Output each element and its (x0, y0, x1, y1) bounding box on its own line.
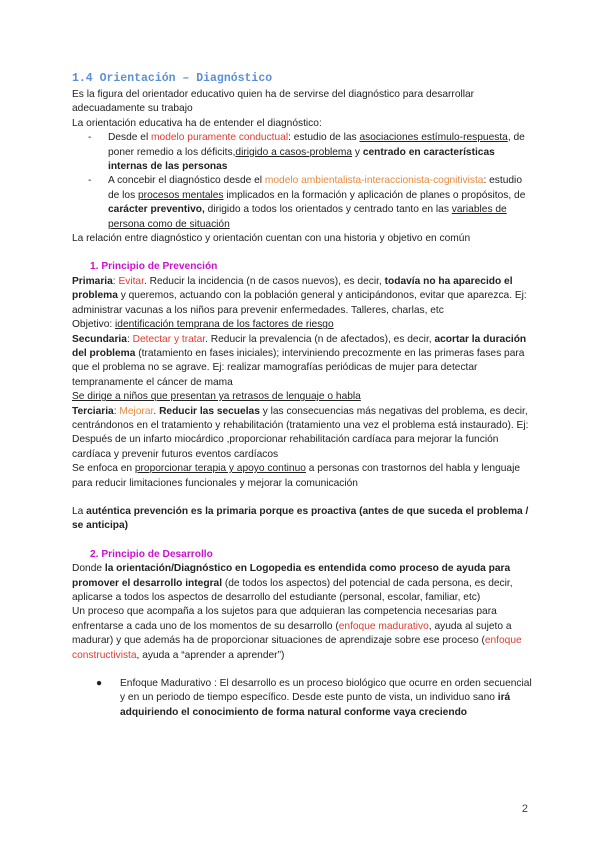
relation-paragraph: La relación entre diagnóstico y orientación cuentan con una historia y objetivo en común (72, 233, 471, 245)
intro-paragraph: Es la figura del orientador educativo quien ha de servirse del diagnóstico para desarrollar adecuadamente su trabajo (72, 89, 475, 115)
paragraph-conclusion (72, 505, 534, 534)
text: . (153, 405, 160, 417)
paragraph-desarrollo-1 (72, 562, 534, 605)
level-verb: Mejorar (119, 405, 154, 417)
text: Desde el (108, 132, 152, 144)
level-verb: Detectar y tratar (132, 333, 206, 345)
level-label: Terciaria (72, 405, 114, 417)
text: Donde (72, 563, 105, 575)
underlined-text: dirigido a casos-problema (235, 146, 353, 158)
text: , ayuda a “aprender a aprender”) (136, 649, 285, 661)
bold-text: auténtica prevención es la primaria porque es proactiva (antes de que suceda el problema / se anticipa) (72, 505, 529, 532)
text: : estudio de los (108, 175, 522, 201)
document-page (72, 72, 534, 720)
paragraph-terciaria (72, 405, 534, 463)
bold-text: centrado en características internas de las personas (108, 146, 495, 173)
intro-lead: La orientación educativa ha de entender el diagnóstico: (72, 117, 322, 129)
underlined-text: variables de persona como de situación (108, 204, 507, 230)
bold-text: irá adquiriendo el conocimiento de forma natural conforme vaya creciendo (120, 692, 511, 718)
approach-name: enfoque madurativo (338, 620, 429, 632)
bold-text: la orientación/Diagnóstico en Logopedia es entendida como proceso de ayuda para promover el desarrollo integral (72, 563, 511, 589)
text: . Reducir la incidencia (n de casos nuevos), es decir, (143, 275, 385, 287)
text: , ayuda al sujeto a madurar) y que además ha de proporcionar situaciones de aprendizaje sobre ese proceso ( (72, 620, 512, 647)
text: : (112, 275, 119, 287)
section-heading: 1.4 Orientación – Diagnóstico (72, 72, 273, 85)
bold-text: Reducir las secuelas (159, 405, 260, 417)
text: y las consecuencias más negativas del problema, es decir, centrándonos en el tratamiento y rehabilitación (tratamiento una vez el problema está instaurado). Ej: Después de un infarto miocárdico ,proporcionar rehabilitación cardíaca para mejorar la función cardíaca y prevenir futuros eventos cardíacos (72, 405, 529, 460)
text: : (113, 405, 120, 417)
page-number: 2 (521, 803, 528, 815)
level-label: Secundaria (72, 333, 127, 345)
underlined-text: procesos mentales (138, 189, 224, 201)
bold-text: carácter preventivo, (108, 204, 205, 216)
text: Enfoque Madurativo : El desarrollo es un proceso biológico que ocurre en orden secuencial y en un periodo de tiempo específico. Desde este punto de vista, un individuo sano (120, 678, 532, 704)
text: (tratamiento en fases iniciales); interviniendo precozmente en las primeras fases para que el problema no se agrave. Ej: realizar mamografías periódicas de mujer para detectar tempranamente el cáncer de mama (72, 347, 525, 388)
model-name: modelo puramente conductual (151, 132, 289, 144)
bullet-dot-icon: ● (96, 678, 103, 690)
text: : (126, 333, 133, 345)
section-title-prevencion: 1. Principio de Prevención (90, 261, 218, 273)
text: a personas con trastornos del habla y lenguaje para reducir limitaciones funcionales y mejorar la comunicación (72, 463, 520, 489)
text: (de todos los aspectos) del potencial de cada persona, es decir, aplicarse a todos los aspectos de desarrollo del estudiante (personal, escolar, familiar, etc) (72, 577, 513, 603)
paragraph-secundaria (72, 333, 534, 391)
approach-name: enfoque constructivista (72, 635, 522, 661)
underlined-text: proporcionar terapia y apoyo continuo (134, 463, 306, 475)
level-label: Primaria (72, 275, 113, 287)
dash-item-ambientalista (84, 174, 534, 232)
text: Objetivo: (72, 319, 116, 331)
text: dirigido a todos los orientados y centrado tanto en las (204, 204, 452, 216)
text: La (72, 505, 87, 517)
paragraph-terciaria-note (72, 462, 534, 491)
section-title-desarrollo: 2. Principio de Desarrollo (90, 548, 213, 560)
text: Se enfoca en (72, 463, 135, 475)
text: . Reducir la prevalencia (n de afectados), es decir, (205, 333, 435, 345)
bold-text: acortar la duración del problema (72, 333, 527, 359)
paragraph-objetivo (72, 318, 534, 332)
paragraph-secundaria-note: Se dirige a niños que presentan ya retrasos de lenguaje o habla (72, 391, 361, 403)
paragraph-primaria (72, 275, 534, 318)
text: Un proceso que acompaña a los sujetos para que adquieran las competencia necesarias para enfrentarse a cada uno de los momentos de su desarrollo ( (72, 606, 497, 632)
bold-text: todavía no ha aparecido el problema (72, 275, 513, 302)
text: y queremos, actuando con la población general y anticipándonos, evitar que aparezca. Ej: administrar vacunas a los niños para prevenir enfermedades. Talleres, charlas, etc (72, 290, 527, 316)
model-name: modelo ambientalista-interaccionista-cognitivista (264, 175, 484, 187)
level-verb: Evitar (118, 275, 144, 287)
text: : estudio de las (288, 132, 360, 144)
text: A concebir el diagnóstico desde el (108, 175, 265, 187)
dash-mark: - (88, 132, 92, 144)
underlined-text: identificación temprana de los factores de riesgo (115, 319, 334, 331)
text: implicados en la formación y aplicación de planes o propósitos, de (223, 189, 526, 201)
underlined-text: asociaciones estímulo-respuesta (359, 132, 508, 144)
dash-item-conductual (84, 131, 534, 174)
paragraph-desarrollo-2 (72, 605, 534, 663)
text: , de poner remedio a los déficits, (108, 132, 525, 158)
bullet-item-madurativo (84, 677, 534, 720)
dash-mark: - (88, 175, 92, 187)
text: y (352, 146, 363, 158)
